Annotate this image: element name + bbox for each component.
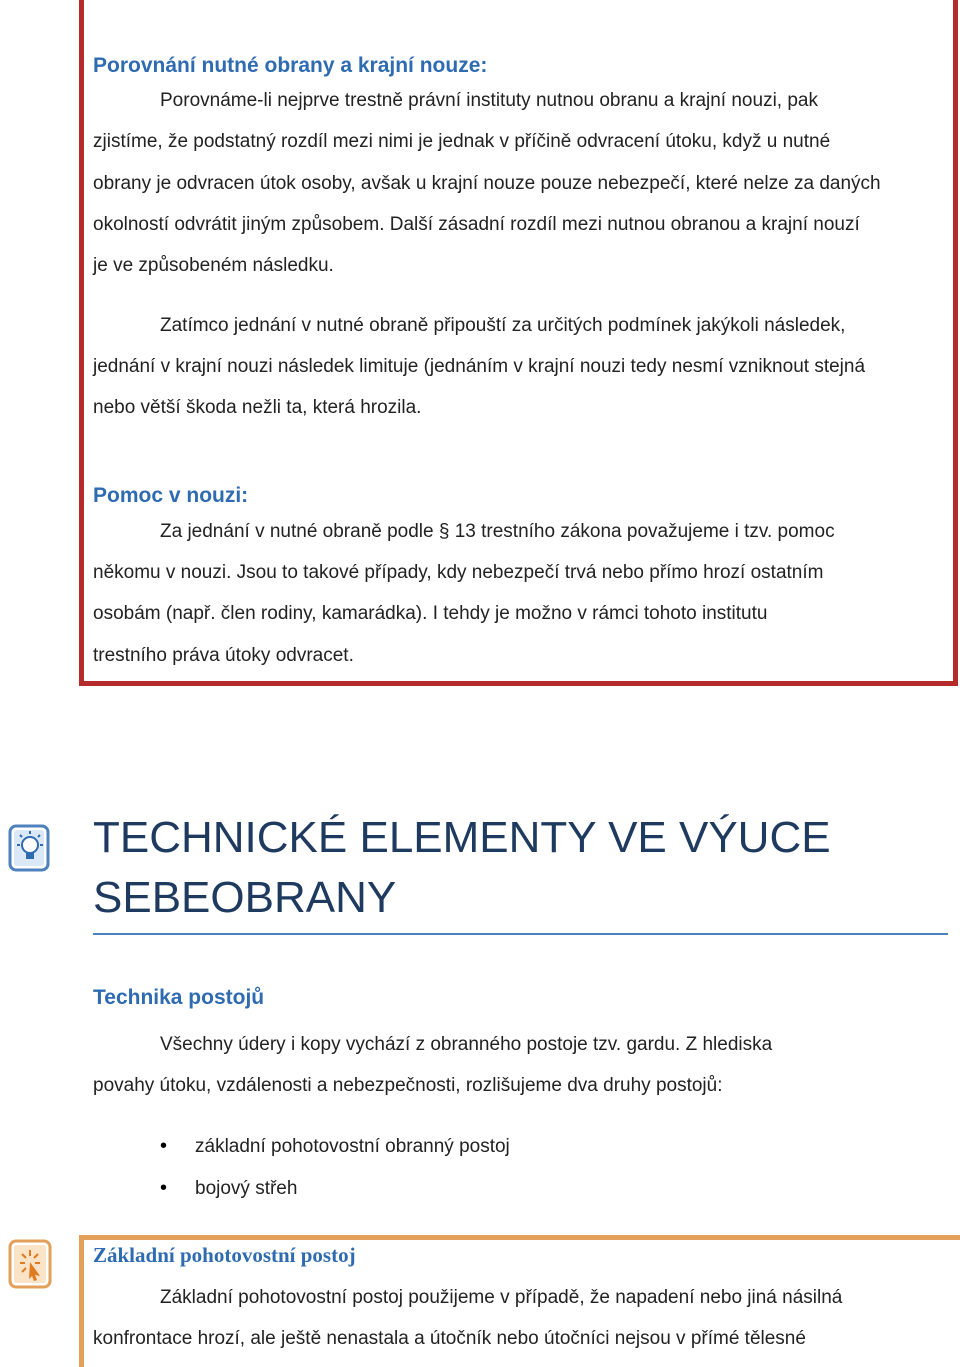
paragraph-line: okolností odvrátit jiným způsobem. Další zásadní rozdíl mezi nutnou obranou a krajní nouzí — [93, 214, 860, 235]
paragraph-line: jednání v krajní nouzi následek limituje (jednáním v krajní nouzi tedy nesmí vzniknout stejná — [93, 356, 866, 377]
paragraph-line: povahy útoku, vzdálenosti a nebezpečnosti, rozlišujeme dva druhy postojů: — [93, 1075, 723, 1096]
paragraph-line: Základní pohotovostní postoj použijeme v případě, že napadení nebo jiná násilná — [160, 1287, 843, 1308]
paragraph-line: Za jednání v nutné obraně podle § 13 trestního zákona považujeme i tzv. pomoc — [160, 521, 835, 542]
paragraph-line: zjistíme, že podstatný rozdíl mezi nimi je jednak v příčině odvracení útoku, když u nutné — [93, 131, 831, 152]
paragraph-line: konfrontace hrozí, ale ještě nenastala a útočník nebo útočníci nejsou v přímé tělesné — [93, 1328, 806, 1349]
cursor-burst-icon — [8, 1238, 54, 1290]
paragraph-line: je ve způsobeném následku. — [93, 255, 334, 276]
bullet-dot: • — [160, 1177, 168, 1199]
paragraph-line: Všechny údery i kopy vychází z obranného postoje tzv. gardu. Z hlediska — [160, 1034, 773, 1055]
paragraph-line: nebo větší škoda nežli ta, která hrozila. — [93, 397, 422, 418]
chapter-title-line1: TECHNICKÉ ELEMENTY VE VÝUCE — [93, 813, 831, 862]
section-heading-basic-stance: Základní pohotovostní postoj — [93, 1243, 356, 1267]
paragraph-line: Porovnáme-li nejprve trestně právní instituty nutnou obranu a krajní nouzi, pak — [160, 90, 818, 111]
paragraph-line: trestního práva útoky odvracet. — [93, 645, 354, 666]
paragraph-line: obrany je odvracen útok osoby, avšak u krajní nouze pouze nebezpečí, které nelze za daných — [93, 173, 881, 194]
title-underline — [93, 933, 948, 935]
bullet-item: základní pohotovostní obranný postoj — [195, 1136, 510, 1157]
paragraph-line: Zatímco jednání v nutné obraně připouští za určitých podmínek jakýkoli následek, — [160, 315, 846, 336]
paragraph-line: někomu v nouzi. Jsou to takové případy, kdy nebezpečí trvá nebo přímo hrozí ostatním — [93, 562, 824, 583]
chapter-title-line2: SEBEOBRANY — [93, 873, 397, 922]
bullet-dot: • — [160, 1135, 168, 1157]
bullet-item: bojový střeh — [195, 1178, 298, 1199]
section-heading-help: Pomoc v nouzi: — [93, 484, 249, 507]
lightbulb-icon — [8, 823, 52, 873]
section-heading-comparison: Porovnání nutné obrany a krajní nouze: — [93, 54, 488, 77]
section-heading-stances: Technika postojů — [93, 986, 265, 1009]
paragraph-line: osobám (např. člen rodiny, kamarádka). I tehdy je možno v rámci tohoto institutu — [93, 603, 768, 624]
